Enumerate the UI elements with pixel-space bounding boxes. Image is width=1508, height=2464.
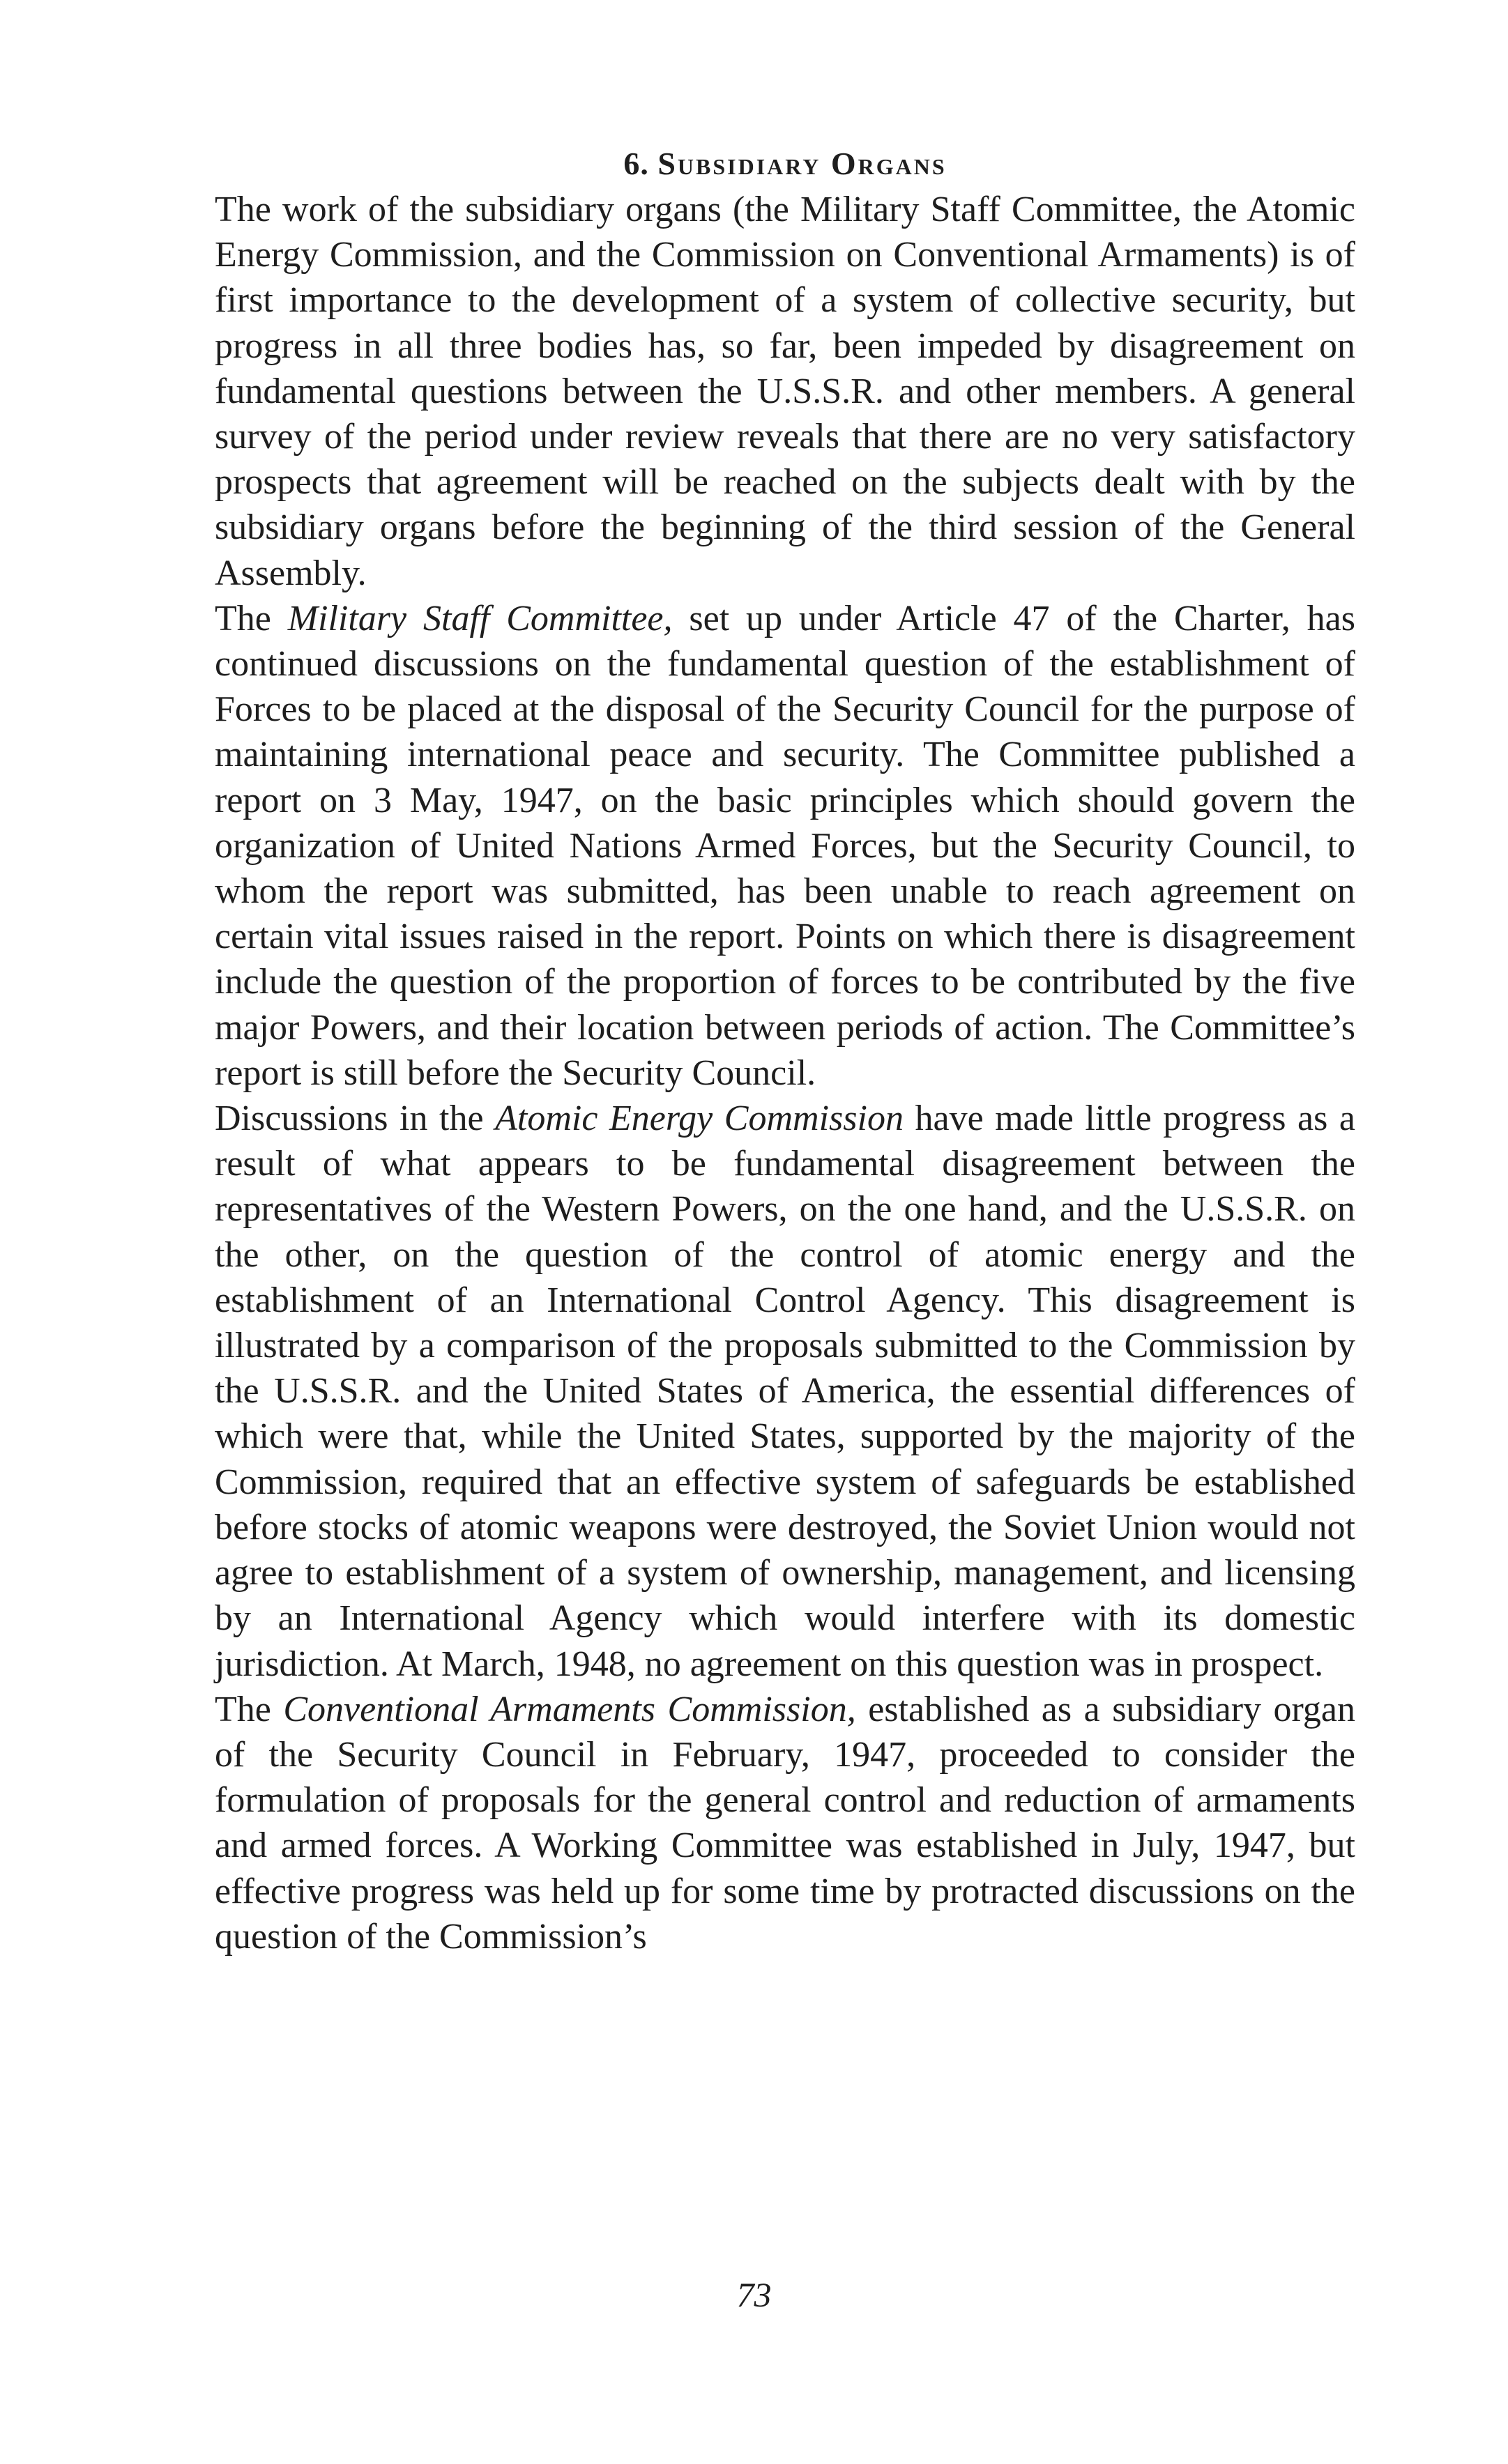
italic-term: Military Staff Committee, bbox=[287, 598, 673, 638]
section-number: 6. bbox=[623, 146, 649, 181]
paragraph-lead: Discussions in the bbox=[215, 1099, 496, 1139]
italic-term: Atomic Energy Commission bbox=[495, 1099, 904, 1139]
italic-term: Conventional Armaments Commission, bbox=[283, 1689, 856, 1729]
paragraph-lead: The bbox=[215, 598, 288, 638]
paragraph-text: established as a subsidiary organ of the Security Council in February, 1947, proceeded to consider the formulation of proposals for the general control and reduction of armaments and armed forces. A Working Committee was established in July, 1947, but effective progress was held up for some time by protracted discussions on the question of the Commission’s bbox=[215, 1689, 1356, 1957]
paragraph-military-staff-committee bbox=[215, 596, 1355, 1096]
body-text bbox=[215, 142, 1355, 1959]
section-heading bbox=[215, 142, 1355, 185]
section-title: Subsidiary Organs bbox=[657, 146, 947, 181]
paragraph-conventional-armaments-commission bbox=[215, 1687, 1355, 1959]
page-number: 73 bbox=[736, 2275, 772, 2314]
paragraph-text: The work of the subsidiary organs (the Military Staff Committee, the Atomic Energy Commission, and the Commission on Conventional Armaments) is of first importance to the development of a system of collective security, but progress in all three bodies has, so far, been impeded by disagreement on fundamental questions between the U.S.S.R. and other members. A general survey of the period under review reveals that there are no very satisfactory prospects that agreement will be reached on the subjects dealt with by the subsidiary organs before the beginning of the third session of the General Assembly. bbox=[215, 190, 1355, 593]
paragraph-text: set up under Article 47 of the Charter, has continued discussions on the fundamental question of the establishment of Forces to be placed at the disposal of the Security Council for the purpose of maintaining international peace and security. The Committee published a report on 3 May, 1947, on the basic principles which should govern the organization of United Nations Armed Forces, but the Security Council, to whom the report was submitted, has been unable to reach agreement on certain vital issues raised in the report. Points on which there is disagreement include the question of the proportion of forces to be contributed by the five major Powers, and their location between periods of action. The Committee’s report is still before the Security Council. bbox=[215, 598, 1355, 1093]
paragraph-lead: The bbox=[215, 1689, 284, 1729]
paragraph-atomic-energy-commission bbox=[215, 1096, 1355, 1687]
paragraph-subsidiary-organs-intro bbox=[215, 187, 1355, 596]
paragraph-text: have made little progress as a result of what appears to be fundamental disagreement between the representatives of the Western Powers, on the one hand, and the U.S.S.R. on the other, on the question of the control of atomic energy and the establishment of an International Control Agency. This disagreement is illustrated by a comparison of the proposals submitted to the Commission by the U.S.S.R. and the United States of America, the essential differences of which were that, while the United States, supported by the majority of the Commission, required that an effective system of safeguards be established before stocks of atomic weapons were destroyed, the Soviet Union would not agree to establishment of a system of ownership, management, and licensing by an International Agency which would interfere with its domestic jurisdiction. At March, 1948, no agreement on this question was in prospect. bbox=[215, 1099, 1355, 1684]
